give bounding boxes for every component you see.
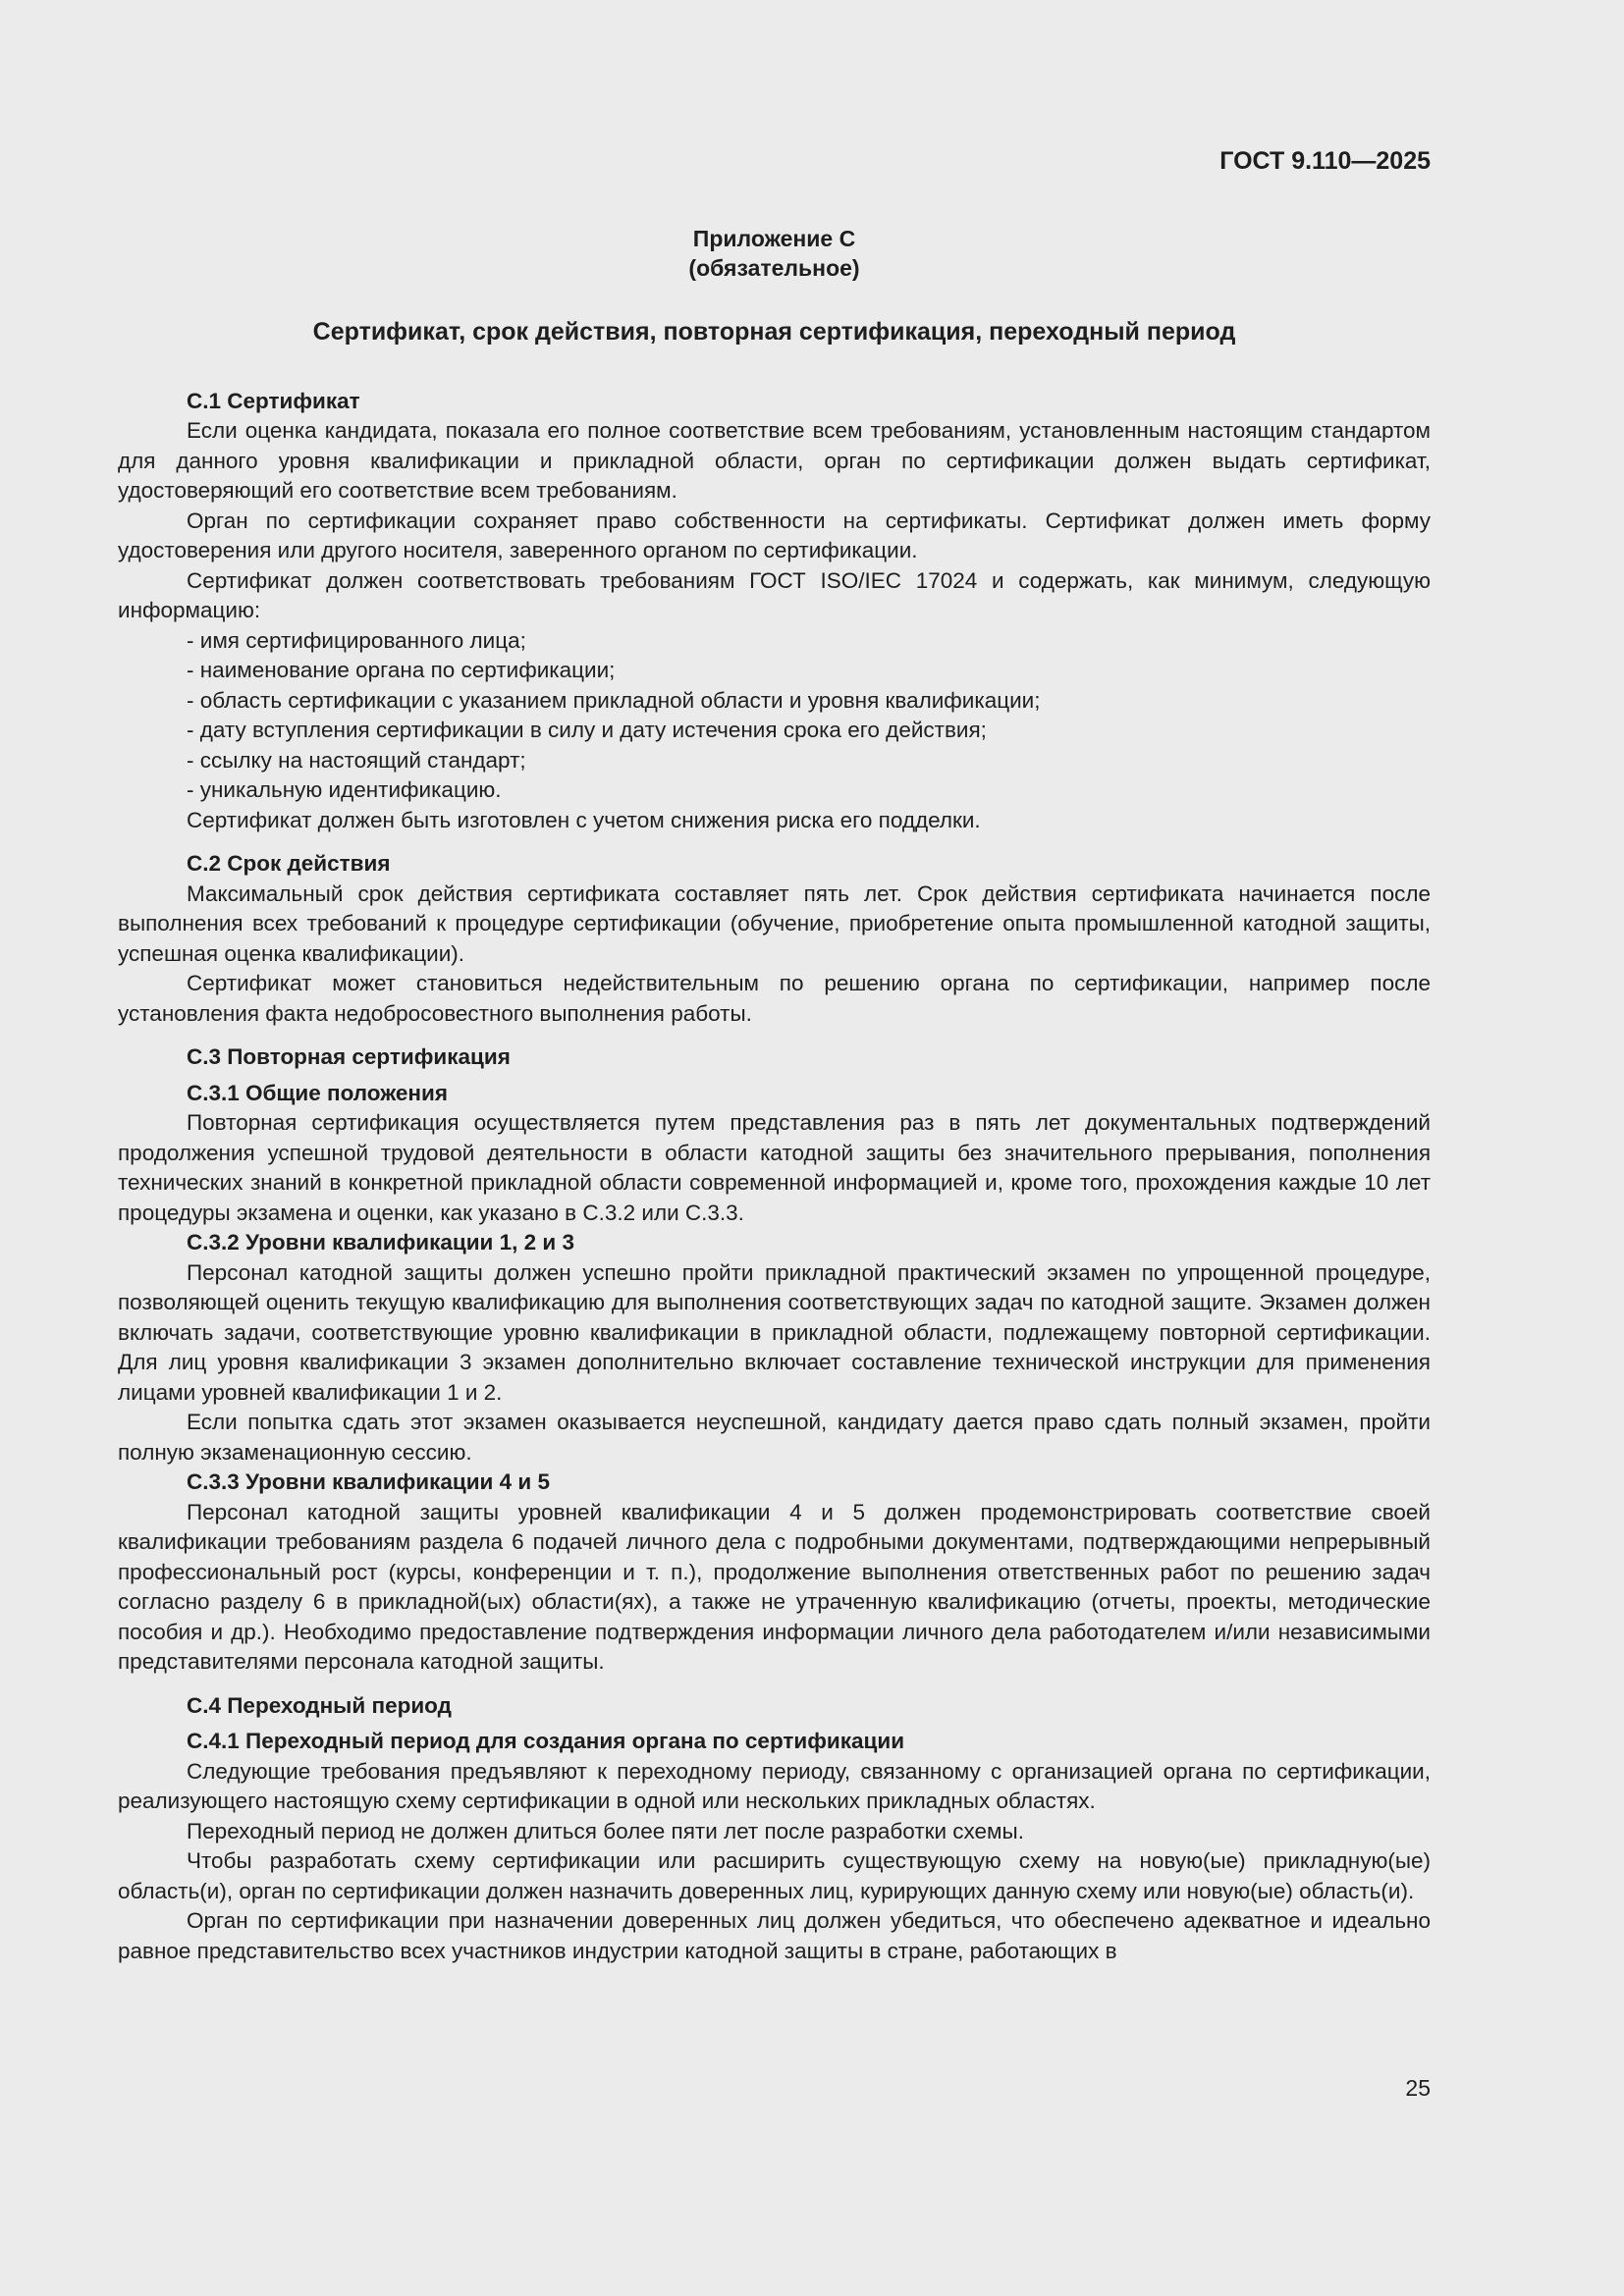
appendix-label: Приложение С xyxy=(692,226,856,251)
list-item: - уникальную идентификацию. xyxy=(187,775,1431,806)
c2-paragraph: Сертификат может становиться недействительным по решению органа по сертификации, например после установления факта недобросовестного выполнения работы. xyxy=(118,971,1431,1026)
c1-paragraph: Сертификат должен соответствовать требованиям ГОСТ ISO/IEC 17024 и содержать, как минимум, следующую информацию: xyxy=(118,567,1431,622)
c41-paragraph: Орган по сертификации при назначении доверенных лиц должен убедиться, что обеспечено адекватное и идеально равное представительство всех участников индустрии катодной защиты в стране, работающих в xyxy=(118,1908,1431,1963)
page-number: 25 xyxy=(1405,2075,1431,2101)
list-item: - ссылку на настоящий стандарт; xyxy=(187,746,1431,776)
c32-paragraph: Если попытка сдать этот экзамен оказывается неуспешной, кандидату дается право сдать полный экзамен, пройти полную экзаменационную сессию. xyxy=(118,1410,1431,1465)
section-c2-heading: С.2 Срок действия xyxy=(187,851,391,876)
appendix-title: Сертификат, срок действия, повторная сертификация, переходный период xyxy=(312,318,1236,346)
list-item: - дату вступления сертификации в силу и дату истечения срока его действия; xyxy=(187,716,1431,746)
list-item: - имя сертифицированного лица; xyxy=(187,626,1431,657)
c41-paragraph: Следующие требования предъявляют к переходному периоду, связанному с организацией органа по сертификации, реализующего настоящую схему сертификации в одной или нескольких прикладных областях. xyxy=(118,1758,1431,1813)
subsection-c33-heading: С.3.3 Уровни квалификации 4 и 5 xyxy=(187,1469,550,1494)
section-c4-heading: С.4 Переходный период xyxy=(187,1692,452,1718)
section-c1-heading: С.1 Сертификат xyxy=(187,388,360,413)
list-item: - область сертификации с указанием прикладной области и уровня квалификации; xyxy=(187,686,1431,717)
c1-paragraph: Сертификат должен быть изготовлен с учетом снижения риска его подделки. xyxy=(187,807,981,832)
subsection-c41-heading: С.4.1 Переходный период для создания органа по сертификации xyxy=(187,1729,905,1753)
c1-paragraph: Орган по сертификации сохраняет право собственности на сертификаты. Сертификат должен иметь форму удостоверения или другого носителя, заверенного органом по сертификации. xyxy=(118,507,1431,562)
page-content xyxy=(118,224,1431,1966)
list-item: - наименование органа по сертификации; xyxy=(187,656,1431,686)
subsection-c31-heading: С.3.1 Общие положения xyxy=(187,1080,448,1105)
standard-code: ГОСТ 9.110—2025 xyxy=(1219,147,1431,175)
c1-paragraph: Если оценка кандидата, показала его полное соответствие всем требованиям, установленным настоящим стандартом для данного уровня квалификации и прикладной области, орган по сертификации должен выдать сертификат, удостоверяющий его соответствие всем требованиям. xyxy=(118,418,1431,503)
c2-paragraph: Максимальный срок действия сертификата составляет пять лет. Срок действия сертификата начинается после выполнения всех требований к процедуре сертификации (обучение, приобретение опыта промышленной катодной защиты, успешная оценка квалификации). xyxy=(118,881,1431,966)
section-c3-heading: С.3 Повторная сертификация xyxy=(187,1044,511,1069)
subsection-c32-heading: С.3.2 Уровни квалификации 1, 2 и 3 xyxy=(187,1230,575,1255)
c33-paragraph: Персонал катодной защиты уровней квалификации 4 и 5 должен продемонстрировать соответствие своей квалификации требованиям раздела 6 подачей личного дела с подробными документами, подтверждающими непрерывный профессиональный рост (курсы, конференции и т. п.), продолжение выполнения ответственных работ по решению задач согласно разделу 6 в прикладной(ых) области(ях), а также не утраченную квалификацию (отчеты, проекты, методические пособия и др.). Необходимо предоставление подтверждения информации личного дела работодателем и/или независимыми представителями персонала катодной защиты. xyxy=(118,1499,1431,1674)
c32-paragraph: Персонал катодной защиты должен успешно пройти прикладной практический экзамен по упрощенной процедуре, позволяющей оценить текущую квалификацию для выполнения соответствующих задач по катодной защите. Экзамен должен включать задачи, соответствующие уровню квалификации в прикладной области, подлежащему повторной сертификации. Для лиц уровня квалификации 3 экзамен дополнительно включает составление технической инструкции для применения лицами уровней квалификации 1 и 2. xyxy=(118,1259,1431,1405)
c41-paragraph: Переходный период не должен длиться более пяти лет после разработки схемы. xyxy=(187,1818,1024,1843)
c41-paragraph: Чтобы разработать схему сертификации или расширить существующую схему на новую(ые) прикладную(ые) область(и), орган по сертификации должен назначить доверенных лиц, курирующих данную схему или новую(ые) область(и). xyxy=(118,1848,1431,1903)
c31-paragraph: Повторная сертификация осуществляется путем представления раз в пять лет документальных подтверждений продолжения успешной трудовой деятельности в области катодной защиты без значительного прерывания, пополнения технических знаний в конкретной прикладной области современной информацией и, кроме того, прохождения каждые 10 лет процедуры экзамена и оценки, как указано в С.3.2 или С.3.3. xyxy=(118,1110,1431,1225)
appendix-type: (обязательное) xyxy=(688,255,860,281)
